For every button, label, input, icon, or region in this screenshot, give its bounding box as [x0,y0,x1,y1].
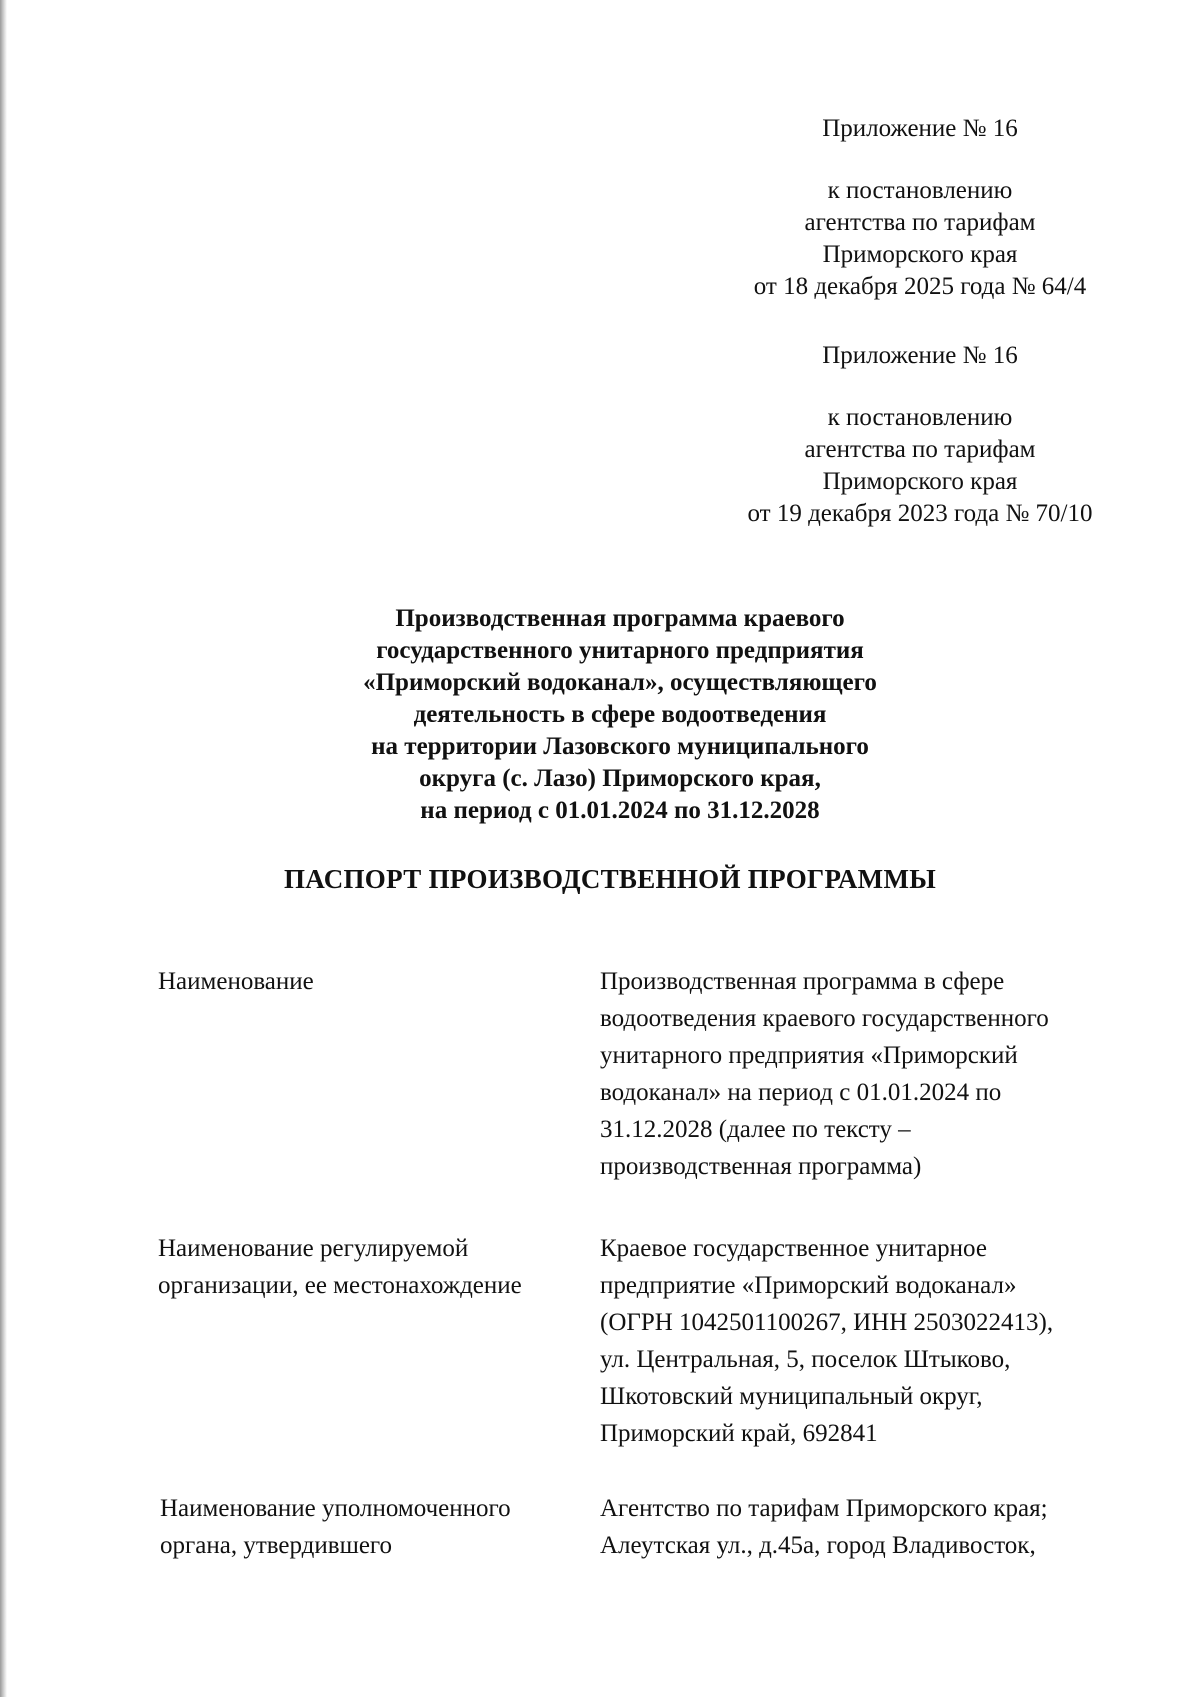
program-title-line: Производственная программа краевого [395,605,845,632]
value-line: Краевое государственное унитарное [600,1235,987,1262]
label-line: Наименование уполномоченного [160,1495,511,1522]
program-title-line: деятельность в сфере водоотведения [413,701,827,728]
passport-row-label [158,1230,598,1304]
value-line: ул. Центральная, 5, поселок Штыково, [600,1346,1011,1373]
value-line: Агентство по тарифам Приморского края; [600,1495,1048,1522]
annex-original-line: Приморского края [822,468,1018,495]
value-line: Алеутская ул., д.45а, город Владивосток, [600,1532,1036,1559]
annex-original-title: Приложение № 16 [822,342,1018,369]
program-title-line: «Приморский водоканал», осуществляющего [363,669,877,696]
annex-original-line: агентства по тарифам [804,436,1036,463]
annex-current-block [700,113,1140,303]
value-line: Приморский край, 692841 [600,1420,878,1447]
annex-original-line: к постановлению [827,404,1013,431]
value-line: (ОГРН 1042501100267, ИНН 2503022413), [600,1309,1054,1336]
label-line: Наименование [158,968,314,995]
value-line: водоканал» на период с 01.01.2024 по [600,1079,1002,1106]
passport-row-value [600,1230,1160,1452]
annex-current-line: агентства по тарифам [804,209,1036,236]
label-line: Наименование регулируемой [158,1235,469,1262]
annex-current-line: Приморского края [822,241,1018,268]
label-line: организации, ее местонахождение [158,1272,522,1299]
passport-row-label [160,1490,600,1564]
value-line: Производственная программа в сфере [600,968,1005,995]
label-line: органа, утвердившего [160,1532,393,1559]
passport-row-label [158,963,598,1000]
program-title-line: округа (с. Лазо) Приморского края, [419,765,821,792]
program-title-line: на территории Лазовского муниципального [371,733,869,760]
annex-current-date-line: от 18 декабря 2025 года № 64/4 [753,273,1087,300]
annex-current-title: Приложение № 16 [822,115,1018,142]
annex-original-date-line: от 19 декабря 2023 года № 70/10 [747,500,1093,527]
value-line: предприятие «Приморский водоканал» [600,1272,1017,1299]
value-line: водоотведения краевого государственного [600,1005,1049,1032]
passport-row-value [600,963,1160,1185]
program-title-line: государственного унитарного предприятия [376,637,864,664]
program-title-line: на период с 01.01.2024 по 31.12.2028 [420,797,820,824]
scan-edge-shadow [0,0,7,1697]
value-line: Шкотовский муниципальный округ, [600,1383,983,1410]
annex-original-block [700,340,1140,530]
program-title [240,603,1000,827]
value-line: унитарного предприятия «Приморский [600,1042,1018,1069]
value-line: 31.12.2028 (далее по тексту – [600,1116,911,1143]
passport-heading: ПАСПОРТ ПРОИЗВОДСТВЕННОЙ ПРОГРАММЫ [283,864,937,894]
value-line: производственная программа) [600,1153,922,1180]
passport-row-value [600,1490,1160,1564]
annex-current-line: к постановлению [827,177,1013,204]
